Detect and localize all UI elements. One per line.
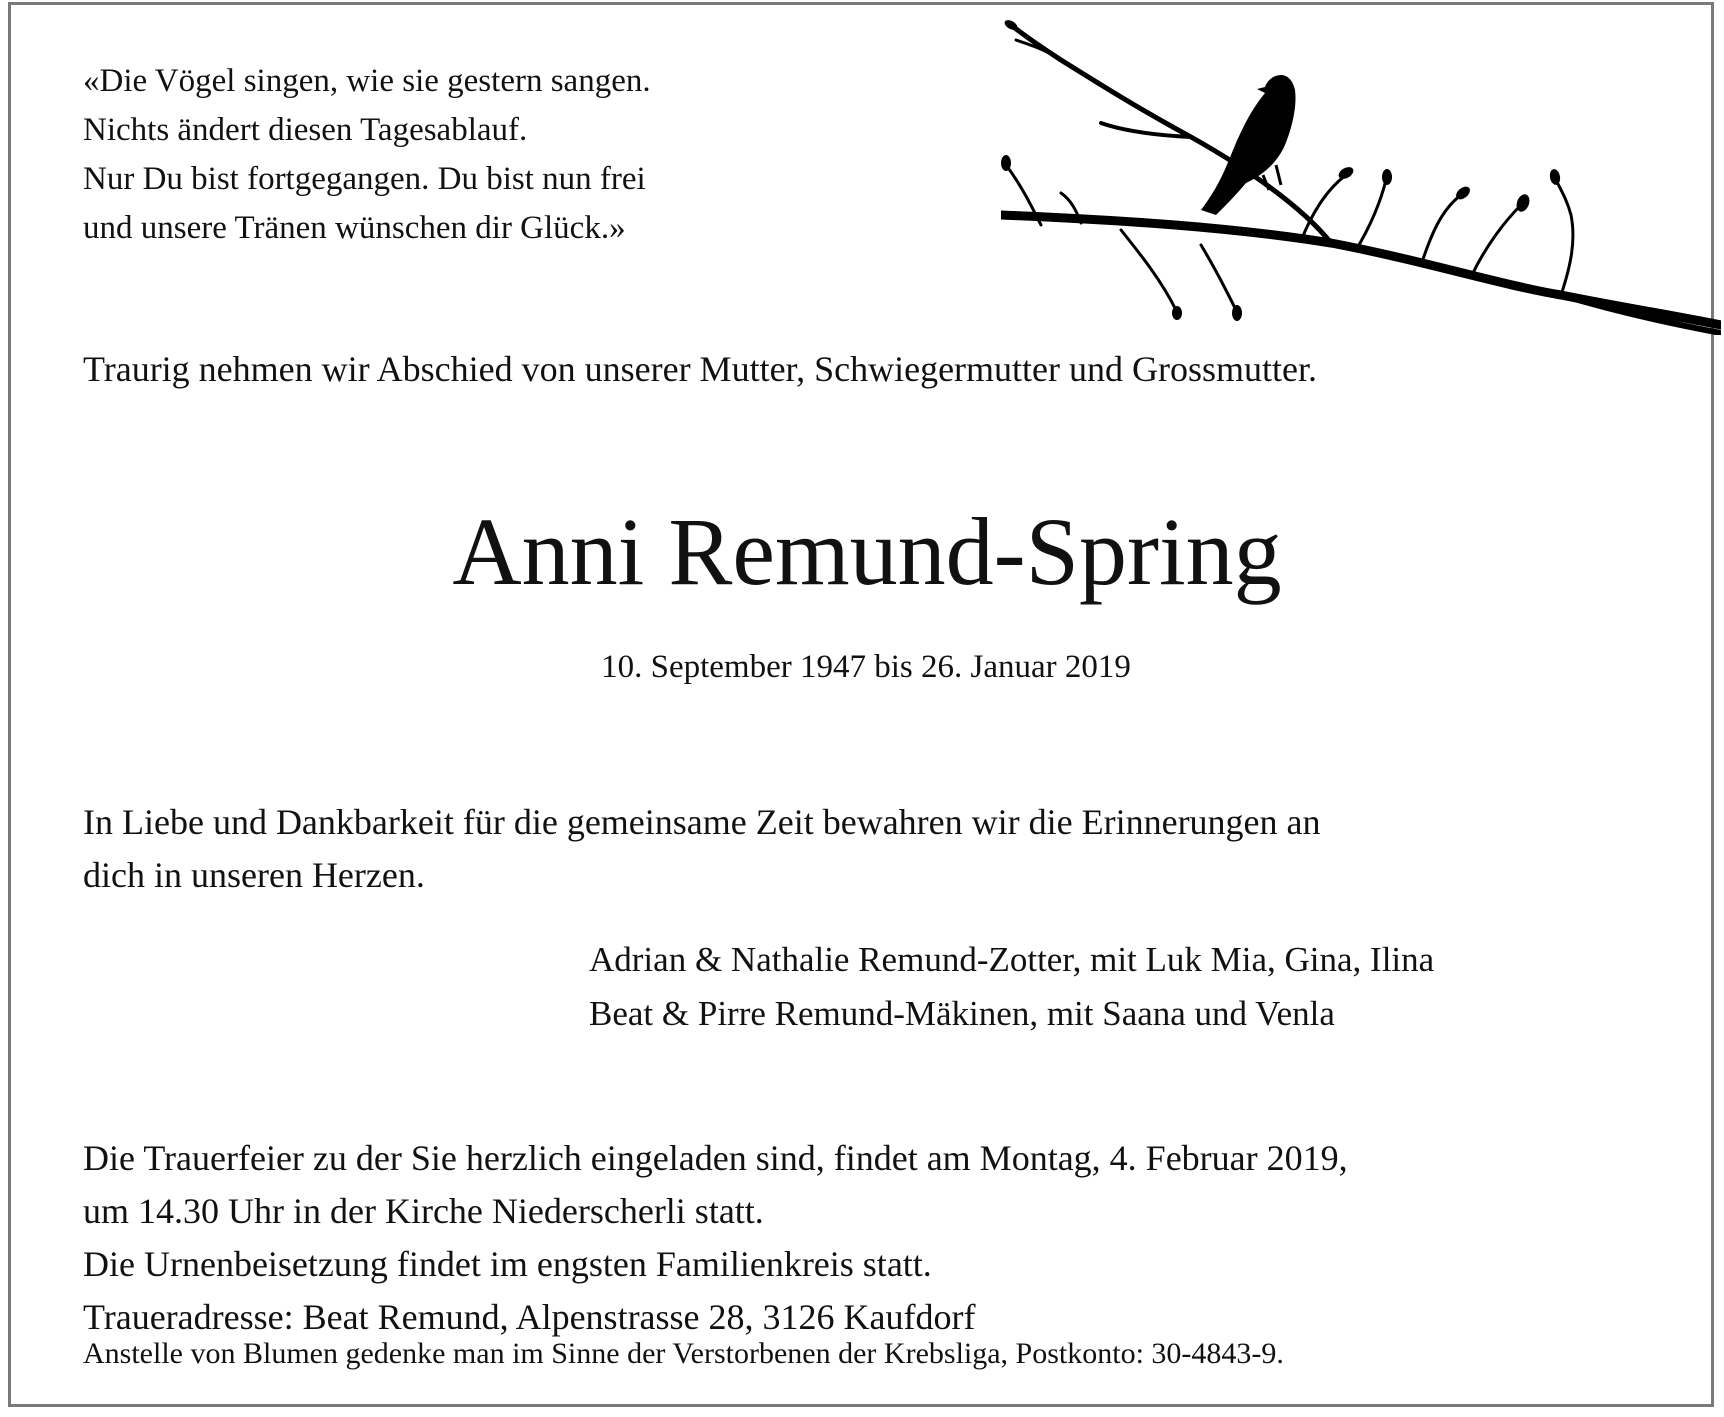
family-line: Adrian & Nathalie Remund-Zotter, mit Luk Mia, Gina, Ilina	[589, 940, 1435, 979]
service-line: Die Trauerfeier zu der Sie herzlich eingeladen sind, findet am Montag, 4. Februar 2019,	[83, 1138, 1348, 1178]
poem-line: und unsere Tränen wünschen dir Glück.»	[83, 210, 626, 246]
life-dates: 10. September 1947 bis 26. Januar 2019	[601, 649, 1131, 685]
obituary-frame	[8, 2, 1714, 1407]
deceased-name: Anni Remund-Spring	[452, 498, 1282, 605]
family-signatures	[589, 933, 1434, 1041]
dedication-text	[83, 796, 1321, 902]
poem-quote	[83, 57, 651, 253]
mourning-address: Traueradresse: Beat Remund, Alpenstrasse 28, 3126 Kaufdorf	[83, 1297, 976, 1337]
poem-line: Nichts ändert diesen Tagesablauf.	[83, 112, 528, 148]
dedication-line: In Liebe und Dankbarkeit für die gemeinsame Zeit bewahren wir die Erinnerungen an	[83, 802, 1321, 842]
service-line: um 14.30 Uhr in der Kirche Niederscherli statt.	[83, 1191, 764, 1231]
donation-note: Anstelle von Blumen gedenke man im Sinne der Verstorbenen der Krebsliga, Postkonto: 30-4843-9.	[83, 1337, 1284, 1370]
farewell-intro: Traurig nehmen wir Abschied von unserer Mutter, Schwiegermutter und Grossmutter.	[83, 349, 1318, 389]
poem-line: «Die Vögel singen, wie sie gestern sangen.	[83, 63, 651, 99]
family-line: Beat & Pirre Remund-Mäkinen, mit Saana und Venla	[589, 994, 1335, 1033]
dedication-line: dich in unseren Herzen.	[83, 855, 425, 895]
service-details	[83, 1132, 1348, 1344]
bird-on-branch-icon	[1001, 15, 1721, 335]
poem-line: Nur Du bist fortgegangen. Du bist nun frei	[83, 161, 646, 197]
service-line: Die Urnenbeisetzung findet im engsten Familienkreis statt.	[83, 1244, 932, 1284]
